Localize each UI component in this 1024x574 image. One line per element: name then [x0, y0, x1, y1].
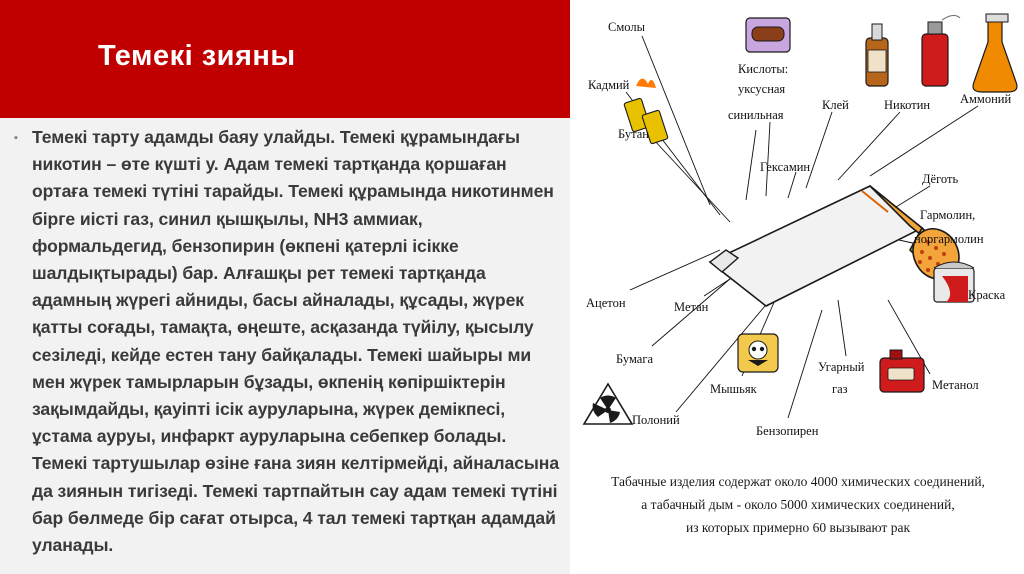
label-garmolin: Гармолин, [920, 208, 976, 222]
label-metanol: Метанол [932, 378, 979, 392]
title-banner [0, 0, 570, 118]
label-metan: Метан [674, 300, 709, 314]
page-title: Темекі зияны [98, 40, 296, 72]
label-polonij: Полоний [632, 413, 680, 427]
label-benzopiren: Бензопирен [756, 424, 819, 438]
ammonij-flask-icon [973, 14, 1017, 92]
body-paragraph: Темекі тарту адамды баяу улайды. Темекі құрамындағы никотин – өте күшті у. Адам темекі тартқанда қоршаған ортаға темекі түтіні тарайды. Темекі құрамында никотинмен бірге иісті газ, синил қышқылы, NH3 аммиак, формальдегид, бензопирин (өкпені қатерлі ісікке шалдықтырады) бар. Алғашқы рет темекі тартқанда адамның жүрегі айниды, басы айналады, құсады, жүрек қатты соғады, тамақта, өңеште, асқазанда түйілу, қысылу сезіледі, кейде естен тану байқалады. Темекі шайыры ми мен жүрек тамырларын бұзады, өкпенің көпіршіктерін зақымдайды, қауіпті ісік ауруларына, жүрек демікпесі, ұстама ауруы, инфаркт ауруларына себепкер болады. Темекі тартушылар өзіне ғана зиян келтірмейді, айналасына да зиянын тигізеді. Темекі тартпайтын сау адам темекі түтіні бар бөлмеде бір сағат отырса, 4 тал темекі тартқан адамдай уланады. [32, 127, 560, 556]
label-bumaga: Бумага [616, 352, 653, 366]
body-text-block [14, 124, 562, 559]
myshyak-skull-icon [738, 334, 778, 372]
caption-line-1: Табачные изделия содержат около 4000 химических соединений, [611, 474, 985, 489]
label-kisloty: Кислоты: [738, 62, 789, 76]
bullet-marker-icon: ▪ [14, 132, 18, 144]
label-ugarnyj: Угарный [818, 360, 865, 374]
label-ammonij: Аммоний [960, 92, 1012, 106]
label-smoly: Смолы [608, 20, 645, 34]
label-kadmij: Кадмий [588, 78, 630, 92]
label-nikotin: Никотин [884, 98, 931, 112]
label-degot: Дёготь [922, 172, 959, 186]
caption-line-2: а табачный дым - около 5000 химических соединений, [641, 497, 955, 512]
polonij-radiation-icon [584, 384, 632, 424]
metanol-canister-icon [880, 350, 924, 392]
label-aceton: Ацетон [586, 296, 626, 310]
label-uksusnaya: уксусная [738, 82, 786, 96]
bullet-row [14, 124, 562, 559]
label-kraska: Краска [968, 288, 1006, 302]
label-klej: Клей [822, 98, 849, 112]
caption-line-3: из которых примерно 60 вызывают рак [685, 520, 911, 535]
klej-bottle-icon [866, 24, 888, 86]
label-gaz: газ [832, 382, 848, 396]
label-norgarmolin: норгармолин [914, 232, 984, 246]
cigarette-diagram [570, 0, 1024, 574]
label-myshyak: Мышьяк [710, 382, 757, 396]
diagram-caption [588, 470, 1008, 539]
label-sinilnaya: синильная [728, 108, 784, 122]
illustration-panel [570, 0, 1024, 574]
label-butan: Бутан [618, 127, 649, 141]
nikotin-spray-icon [922, 15, 960, 86]
label-geksamin: Гексамин [760, 160, 811, 174]
smoly-icon [746, 18, 790, 52]
